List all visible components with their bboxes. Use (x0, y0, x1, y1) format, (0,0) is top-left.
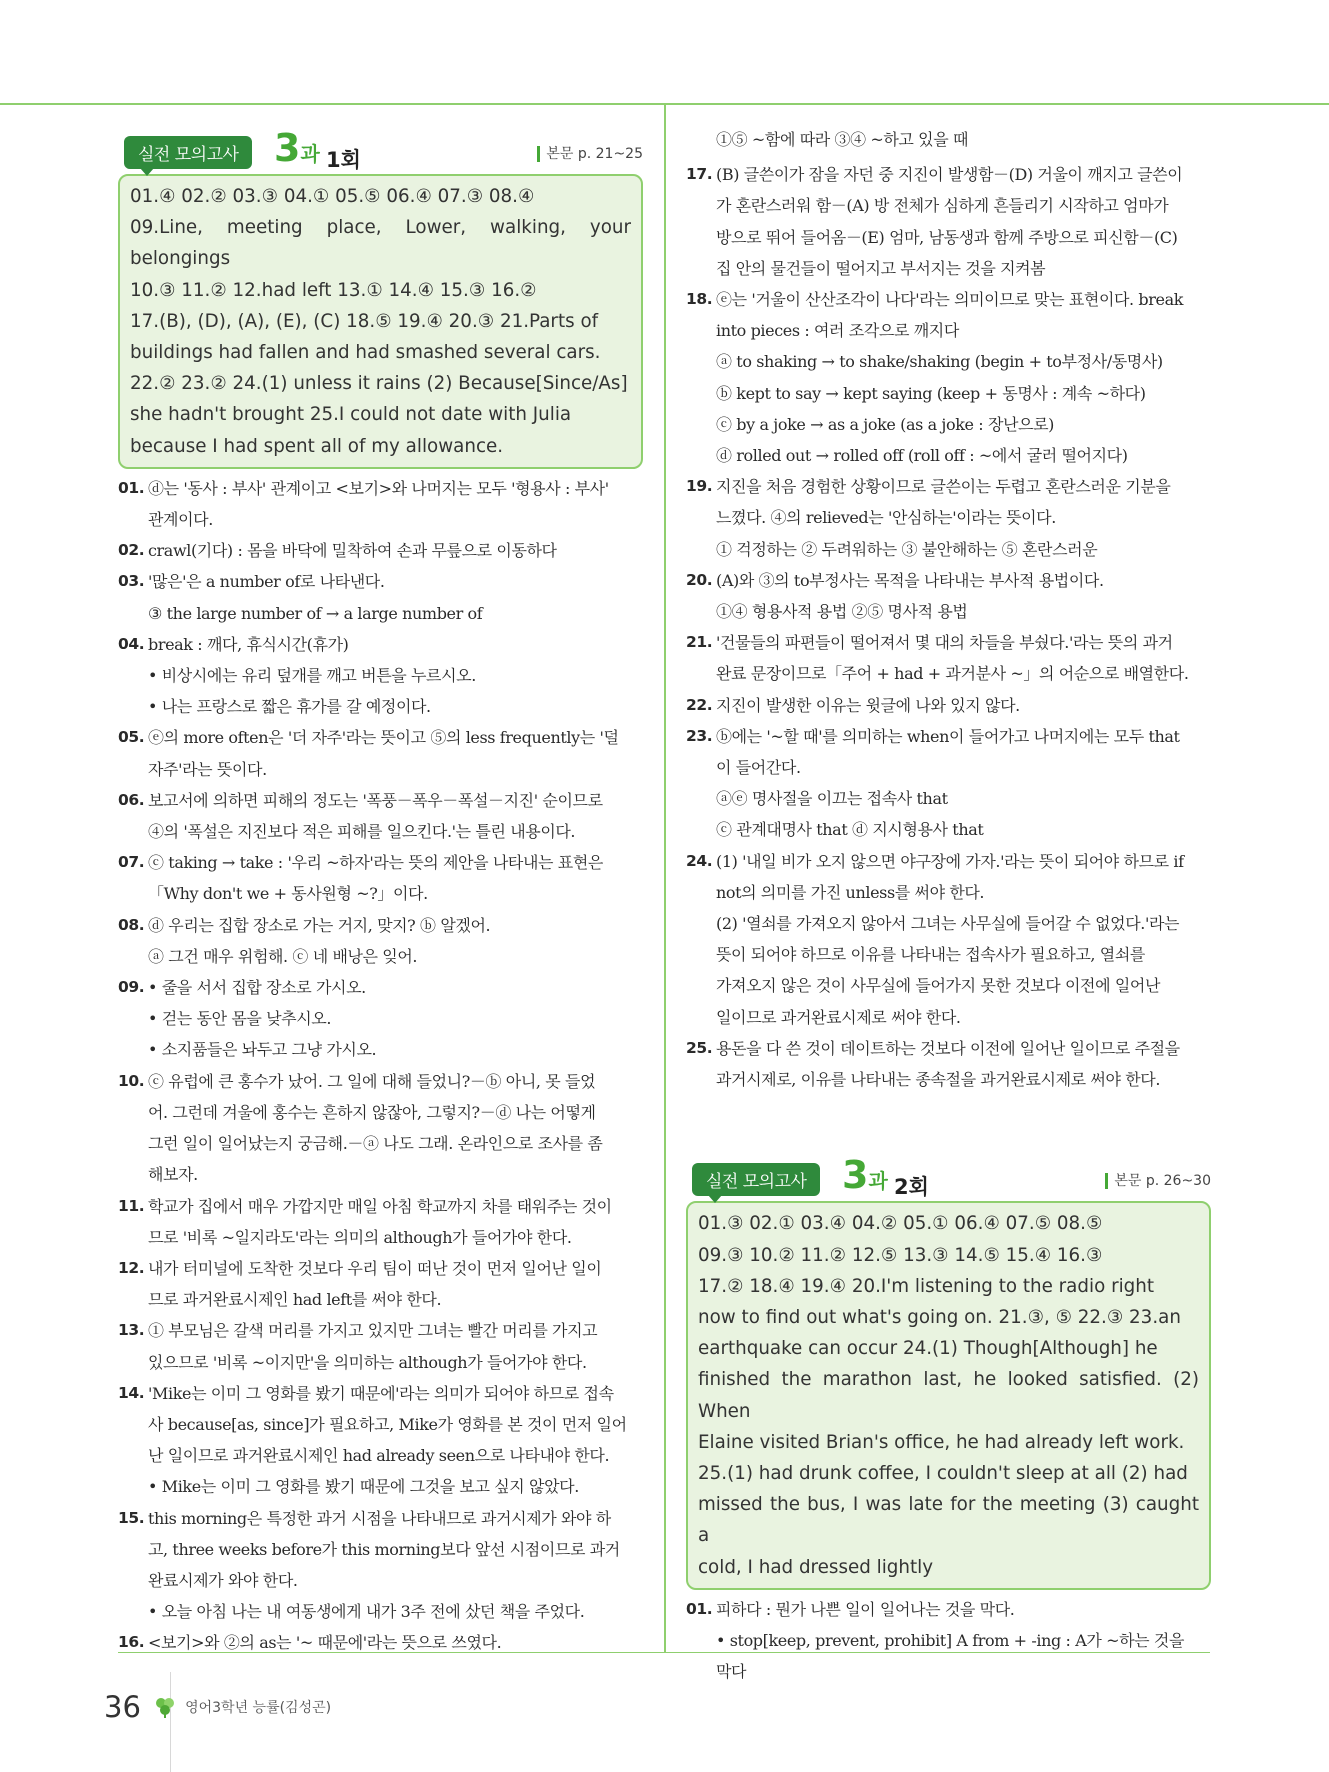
explanation-item (686, 471, 1211, 565)
item-number: 04. (118, 634, 145, 653)
explanation-line: ⓑ kept to say → kept saying (keep + 동명사 : 계속 ~하다) (716, 383, 1146, 403)
explanation-line: '건물들의 파편들이 떨어져서 몇 대의 차들을 부쉈다.'라는 뜻의 과거 (716, 633, 1173, 653)
explanation-item (118, 1066, 643, 1191)
explanation-line: • stop[keep, prevent, prohibit] A from + -ing : A가 ~하는 것을 (716, 1630, 1185, 1650)
explanation-item (118, 473, 643, 535)
item-number: 10. (118, 1071, 145, 1090)
explanation-item (686, 846, 1211, 1033)
answer-line: earthquake can occur 24.(1) Though[Although] he (698, 1338, 1158, 1360)
page-number: 36 (104, 1690, 141, 1724)
explanation-line: ①④ 형용사적 용법 ②⑤ 명사적 용법 (716, 602, 968, 622)
explanation-line: (B) 글쓴이가 잠을 자던 중 지진이 발생함－(D) 거울이 깨지고 글쓴이 (716, 165, 1183, 185)
explanation-line: 자주'라는 뜻이다. (148, 759, 267, 779)
answer-line: because I had spent all of my allowance. (130, 435, 504, 457)
explanation-line: ⓒ 유럽에 큰 홍수가 났어. 그 일에 대해 들었니?－ⓑ 아니, 못 들었 (148, 1071, 596, 1091)
explanation-item (118, 972, 643, 1066)
explanation-item (686, 690, 1211, 721)
explanation-line: 뜻이 되어야 하므로 이유를 나타내는 접속사가 필요하고, 열쇠를 (716, 945, 1145, 965)
item-number: 24. (686, 851, 713, 870)
section-header-1 (118, 126, 643, 174)
explanation-line: 내가 터미널에 도착한 것보다 우리 팀이 떠난 것이 먼저 일어난 일이 (148, 1258, 602, 1278)
section-badge: 실전 모의고사 (692, 1163, 820, 1196)
item-number: 25. (686, 1038, 713, 1057)
item-number: 09. (118, 978, 145, 997)
explanation-item (118, 910, 643, 972)
explanation-item (118, 722, 643, 784)
item-number: 11. (118, 1196, 145, 1215)
explanation-line: ③ the large number of → a large number of (148, 603, 483, 623)
explanation-line: ① 부모님은 갈색 머리를 가지고 있지만 그녀는 빨간 머리를 가지고 (148, 1321, 598, 1341)
explanation-line: this morning은 특정한 과거 시점을 나타내므로 과거시제가 와야 하 (148, 1508, 611, 1528)
explanation-line: 느꼈다. ④의 relieved는 '안심하는'이라는 뜻이다. (716, 508, 1056, 528)
explanations-list (686, 159, 1211, 1095)
explanation-item (118, 847, 643, 909)
explanation-item (686, 1033, 1211, 1095)
answer-line: 10.③ 11.② 12.had left 13.① 14.④ 15.③ 16.② (130, 279, 537, 301)
item-number: 12. (118, 1258, 145, 1277)
explanation-line: 있으므로 '비록 ~이지만'을 의미하는 although가 들어가야 한다. (148, 1352, 587, 1372)
explanation-line: ⓐⓔ 명사절을 이끄는 접속사 that (716, 789, 948, 809)
item-number: 21. (686, 633, 713, 652)
explanation-line: • 소지품들은 놔두고 그냥 가시오. (148, 1040, 377, 1060)
explanation-item (118, 1503, 643, 1628)
explanation-line: 과거시제로, 이유를 나타내는 종속절을 과거완료시제로 써야 한다. (716, 1070, 1161, 1090)
item-number: 13. (118, 1321, 145, 1340)
explanation-line: ① 걱정하는 ② 두려워하는 ③ 불안해하는 ⑤ 혼란스러운 (716, 539, 1098, 559)
explanations-list (686, 1594, 1211, 1688)
explanation-line: 난 일이므로 과거완료시제인 had already seen으로 나타내야 한다. (148, 1446, 610, 1466)
explanation-line: '많은'은 a number of로 나타낸다. (148, 572, 385, 592)
clover-icon (154, 1695, 176, 1719)
answer-line: 01.④ 02.② 03.③ 04.① 05.⑤ 06.④ 07.③ 08.④ (130, 186, 535, 207)
explanation-item (118, 1315, 643, 1377)
explanation-item (118, 785, 643, 847)
item-number: 01. (118, 478, 145, 497)
explanation-line: ⓒ by a joke → as a joke (as a joke : 장난으로) (716, 414, 1055, 434)
explanation-line: 피하다 : 뭔가 나쁜 일이 일어나는 것을 막다. (716, 1599, 1015, 1619)
explanation-line: 므로 '비록 ~일지라도'라는 의미의 although가 들어가야 한다. (148, 1227, 572, 1247)
right-column (686, 124, 1211, 1687)
page-reference: 본문 p. 26~30 (1105, 1173, 1211, 1189)
explanation-line: ⓐ 그건 매우 위험해. ⓒ 네 배낭은 잊어. (148, 946, 418, 966)
explanation-line: ④의 '폭설은 지진보다 적은 피해를 일으킨다.'는 틀린 내용이다. (148, 822, 576, 842)
page-footer (104, 1690, 331, 1724)
answer-line: finished the marathon last, he looked satisfied. (2) When (698, 1369, 1199, 1422)
explanation-line: (1) '내일 비가 오지 않으면 야구장에 가자.'라는 뜻이 되어야 하므로 if (716, 851, 1184, 871)
explanation-line: ⓑ에는 '~할 때'를 의미하는 when이 들어가고 나머지에는 모두 that (716, 726, 1180, 746)
explanation-line: crawl(기다) : 몸을 바닥에 밀착하여 손과 무릎으로 이동하다 (148, 541, 557, 561)
explanation-line: • 비상시에는 유리 덮개를 깨고 버튼을 누르시오. (148, 666, 476, 686)
explanation-line: ⓔ의 more often은 '더 자주'라는 뜻이고 ⑤의 less frequently는 '덜 (148, 728, 619, 748)
explanation-line: ⓔ는 '거울이 산산조각이 나다'라는 의미이므로 맞는 표현이다. break (716, 290, 1184, 310)
answer-line: buildings had fallen and had smashed several cars. (130, 342, 601, 364)
explanation-line: • 나는 프랑스로 짧은 휴가를 갈 예정이다. (148, 697, 431, 717)
explanation-line: 집 안의 물건들이 떨어지고 부서지는 것을 지켜봄 (716, 258, 1046, 278)
explanation-line: 보고서에 의하면 피해의 정도는 '폭풍－폭우－폭설－지진' 순이므로 (148, 790, 603, 810)
column-divider (664, 105, 666, 1652)
explanation-line: 완료 문장이므로「주어 + had + 과거분사 ~」의 어순으로 배열한다. (716, 664, 1189, 684)
left-column (118, 126, 643, 1659)
item-number: 18. (686, 290, 713, 309)
explanation-line: 막다 (716, 1662, 747, 1682)
item-number: 08. (118, 915, 145, 934)
explanation-line: <보기>와 ②의 as는 '~ 때문에'라는 뜻으로 쓰였다. (148, 1633, 502, 1653)
explanation-line: not의 의미를 가진 unless를 써야 한다. (716, 882, 985, 902)
explanation-line: 가 혼란스러워 함－(A) 방 전체가 심하게 흔들리기 시작하고 엄마가 (716, 196, 1169, 216)
explanation-item (118, 1253, 643, 1315)
explanation-item (118, 629, 643, 723)
explanation-line: 어. 그런데 겨울에 홍수는 흔하지 않잖아, 그렇지?－ⓓ 나는 어떻게 (148, 1102, 596, 1122)
item-number: 14. (118, 1383, 145, 1402)
explanation-line: ⓓ rolled out → rolled off (roll off : ~에서 굴러 떨어지다) (716, 446, 1128, 466)
answer-line: 25.(1) had drunk coffee, I couldn't sleep at all (2) had (698, 1462, 1188, 1484)
answer-line: 09.③ 10.② 11.② 12.⑤ 13.③ 14.⑤ 15.④ 16.③ (698, 1244, 1103, 1266)
explanation-line: (2) '열쇠를 가져오지 않아서 그녀는 사무실에 들어갈 수 없었다.'라는 (716, 914, 1180, 934)
explanation-line: 고, three weeks before가 this morning보다 앞선 시점이므로 과거 (148, 1539, 620, 1559)
explanation-item (686, 627, 1211, 689)
explanation-item (118, 566, 643, 628)
item-number: 07. (118, 853, 145, 872)
explanation-line: 일이므로 과거완료시제로 써야 한다. (716, 1007, 961, 1027)
section-badge: 실전 모의고사 (124, 136, 252, 169)
round-label: 1회 (326, 148, 361, 172)
round-label: 2회 (894, 1175, 929, 1200)
explanation-item (686, 284, 1211, 471)
page-reference: 본문 p. 21~25 (537, 146, 643, 162)
explanation-item (686, 721, 1211, 846)
answer-line: 17.② 18.④ 19.④ 20.I'm listening to the radio right (698, 1275, 1155, 1297)
explanation-line: 가져오지 않은 것이 사무실에 들어가지 못한 것보다 이전에 일어난 (716, 976, 1161, 996)
continued-text (686, 124, 1211, 155)
explanation-item (118, 535, 643, 566)
item-number: 16. (118, 1633, 145, 1652)
item-number: 17. (686, 165, 713, 184)
explanation-line: 'Mike는 이미 그 영화를 봤기 때문에'라는 의미가 되어야 하므로 접속 (148, 1383, 614, 1403)
lesson-number: 3과 (274, 126, 320, 170)
explanation-line: 그런 일이 일어났는지 궁금해.－ⓐ 나도 그래. 온라인으로 조사를 좀 (148, 1134, 603, 1154)
explanation-item (118, 1627, 643, 1658)
item-number: 22. (686, 695, 713, 714)
answer-line: missed the bus, I was late for the meeting (3) caught a (698, 1494, 1199, 1547)
answer-line: 01.③ 02.① 03.④ 04.② 05.① 06.④ 07.⑤ 08.⑤ (698, 1213, 1103, 1235)
explanation-line: 학교가 집에서 매우 가깝지만 매일 아침 학교까지 차를 태워주는 것이 (148, 1196, 612, 1216)
text-line: ①⑤ ~함에 따라 ③④ ~하고 있을 때 (716, 130, 969, 149)
explanation-line: • 줄을 서서 집합 장소로 가시오. (148, 978, 366, 998)
item-number: 06. (118, 790, 145, 809)
explanation-line: 사 because[as, since]가 필요하고, Mike가 영화를 본 것이 먼저 일어 (148, 1414, 627, 1434)
answer-line: Elaine visited Brian's office, he had already left work. (698, 1431, 1185, 1453)
explanation-line: 관계이다. (148, 510, 213, 530)
answer-key-box (686, 1201, 1211, 1589)
item-number: 23. (686, 726, 713, 745)
explanation-line: 이 들어간다. (716, 758, 801, 778)
explanation-line: 용돈을 다 쓴 것이 데이트하는 것보다 이전에 일어난 일이므로 주절을 (716, 1038, 1180, 1058)
explanation-item (118, 1191, 643, 1253)
explanation-item (686, 159, 1211, 284)
answer-line: 09.Line, meeting place, Lower, walking, your belongings (130, 217, 631, 270)
item-number: 01. (686, 1599, 713, 1618)
explanation-item (118, 1378, 643, 1503)
explanation-line: into pieces : 여러 조각으로 깨지다 (716, 321, 959, 341)
explanation-line: 완료시제가 와야 한다. (148, 1570, 298, 1590)
answer-key-box (118, 174, 643, 469)
answer-line: now to find out what's going on. 21.③, ⑤ 22.③ 23.an (698, 1306, 1181, 1328)
explanation-line: • Mike는 이미 그 영화를 봤기 때문에 그것을 보고 싶지 않았다. (148, 1477, 579, 1497)
explanation-line: (A)와 ③의 to부정사는 목적을 나타내는 부사적 용법이다. (716, 570, 1104, 590)
explanation-line: 지진을 처음 경험한 상황이므로 글쓴이는 두렵고 혼란스러운 기분을 (716, 477, 1171, 497)
lesson-number: 3과 (842, 1153, 888, 1198)
item-number: 19. (686, 477, 713, 496)
explanation-line: 해보자. (148, 1165, 198, 1185)
explanation-item (686, 1594, 1211, 1688)
explanations-list (118, 473, 643, 1659)
item-number: 15. (118, 1508, 145, 1527)
explanation-line: ⓒ taking → take : '우리 ~하자'라는 뜻의 제안을 나타내는 표현은 (148, 853, 603, 873)
explanation-line: ⓒ 관계대명사 that ⓓ 지시형용사 that (716, 820, 984, 840)
section-header-2 (686, 1153, 1211, 1201)
answer-line: cold, I had dressed lightly (698, 1556, 934, 1578)
explanation-line: 지진이 발생한 이유는 윗글에 나와 있지 않다. (716, 695, 1020, 715)
item-number: 03. (118, 572, 145, 591)
explanation-line: 「Why don't we + 동사원형 ~?」이다. (148, 884, 428, 904)
explanation-item (686, 565, 1211, 627)
explanation-line: ⓐ to shaking → to shake/shaking (begin + to부정사/동명사) (716, 352, 1163, 372)
explanation-line: ⓓ는 '동사 : 부사' 관계이고 <보기>와 나머지는 모두 '형용사 : 부사' (148, 478, 609, 498)
answer-line: 17.(B), (D), (A), (E), (C) 18.⑤ 19.④ 20.③ 21.Parts of (130, 310, 599, 332)
item-number: 20. (686, 570, 713, 589)
explanation-line: ⓓ 우리는 집합 장소로 가는 거지, 맞지? ⓑ 알겠어. (148, 915, 491, 935)
answer-line: she hadn't brought 25.I could not date with Julia (130, 404, 572, 426)
explanation-line: • 걷는 동안 몸을 낮추시오. (148, 1009, 332, 1029)
item-number: 05. (118, 728, 145, 747)
explanation-line: • 오늘 아침 나는 내 여동생에게 내가 3주 전에 샀던 책을 주었다. (148, 1602, 585, 1622)
book-title: 영어3학년 능률(김성곤) (185, 1700, 332, 1716)
explanation-line: 므로 과거완료시제인 had left를 써야 한다. (148, 1290, 442, 1310)
item-number: 02. (118, 541, 145, 560)
explanation-line: break : 깨다, 휴식시간(휴가) (148, 634, 349, 654)
explanation-line: 방으로 뛰어 들어옴－(E) 엄마, 남동생과 함께 주방으로 피신함－(C) (716, 227, 1178, 247)
answer-line: 22.② 23.② 24.(1) unless it rains (2) Because[Since/As] (130, 373, 628, 395)
